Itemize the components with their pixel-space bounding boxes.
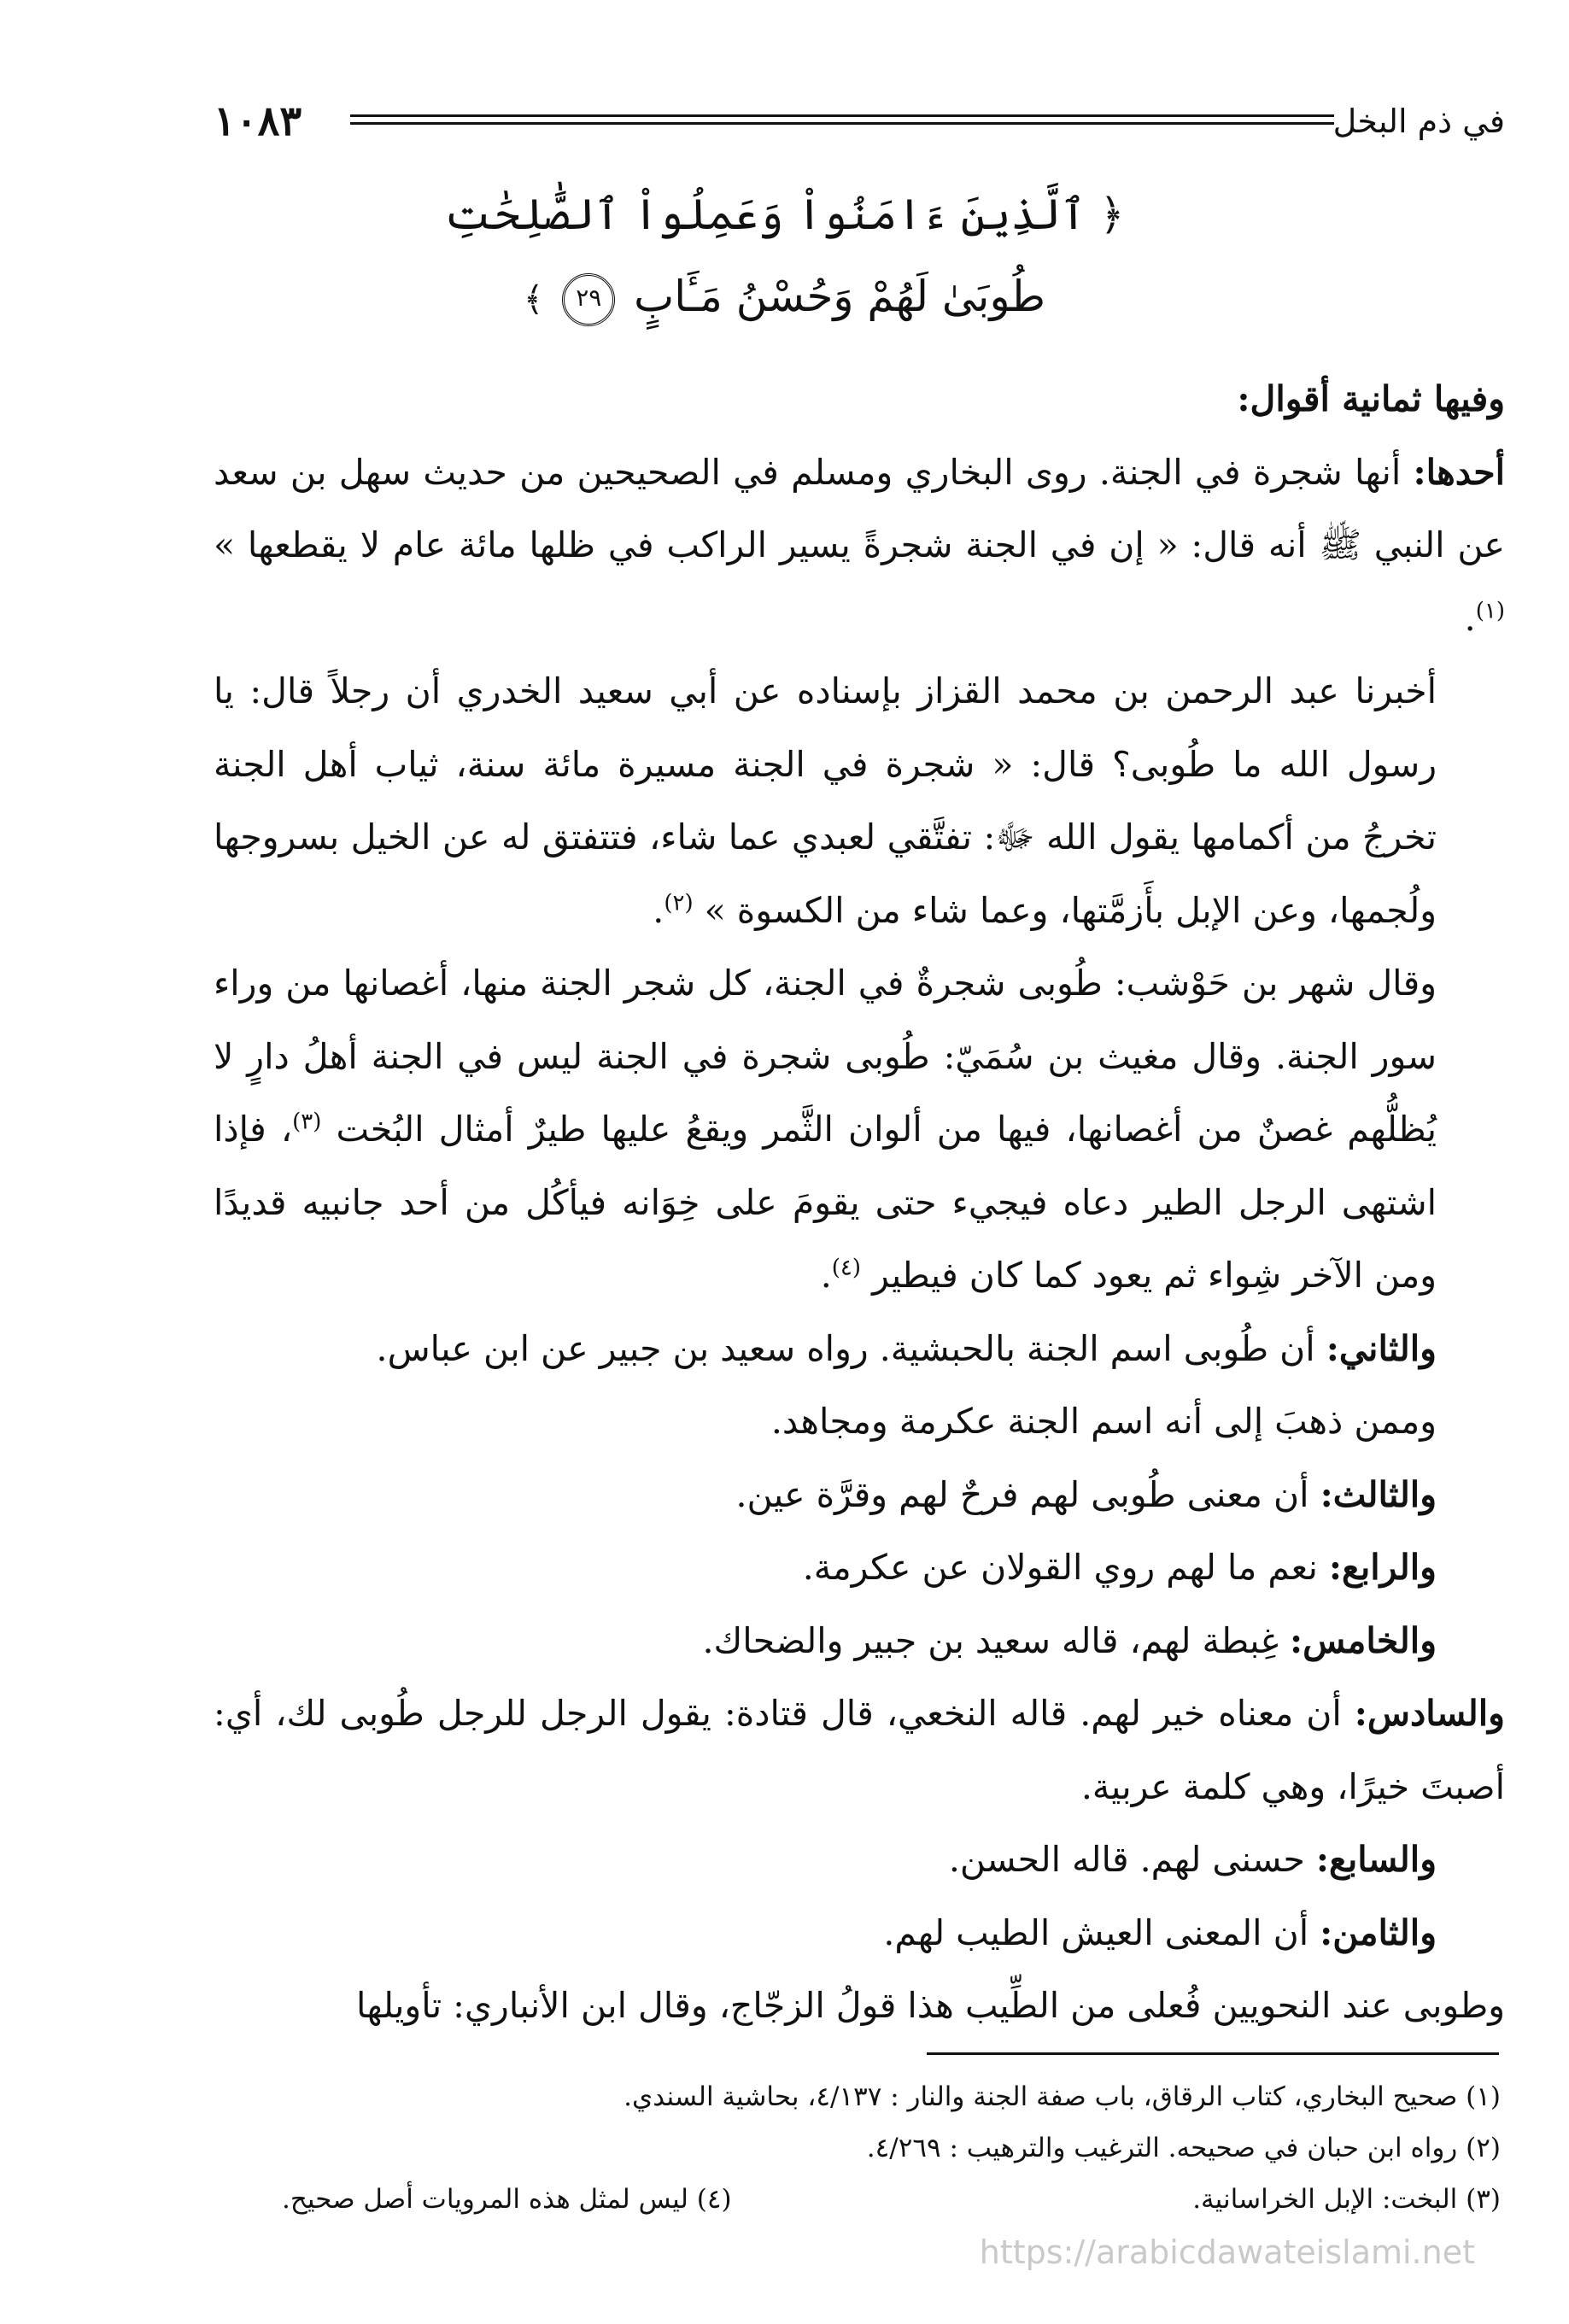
paragraph-second-opinion xyxy=(214,1313,1505,1386)
paragraph-text: غِبطة لهم، قاله سعيد بن جبير والضحاك. xyxy=(702,1619,1279,1661)
paragraph-fifth-opinion xyxy=(214,1605,1505,1678)
footnote-4: (٤) ليس لمثل هذه المرويات أصل صحيح. xyxy=(282,2184,732,2215)
opinion-label: والخامس: xyxy=(1289,1619,1437,1661)
paragraph-text: أنها شجرة في الجنة. روى البخاري ومسلم في الصحيحين من حديث سهل بن سعد عن النبي ﷺ أنه قال: « إن في الجنة شجرةً يسير الراكب في ظلها مائة عام لا يقطعها » xyxy=(214,451,1505,565)
opinion-label: والثاني: xyxy=(1326,1327,1437,1369)
paragraph-eighth-opinion xyxy=(214,1897,1505,1970)
paragraph-text: وقال شهر بن حَوْشب: طُوبى شجرةٌ في الجنة، كل شجر الجنة منها، أغصانها من وراء سور الجنة. وقال مغيث بن سُمَيّ: طُوبى شجرة في الجنة ليس في الجنة أهلُ دارٍ لا يُظلُّهم غصنٌ من أغصانها، فيها من ألوان الثَّمر ويقعُ عليها طيرٌ أمثال البُخت xyxy=(214,963,1437,1150)
header-rule-second xyxy=(350,122,1334,125)
paragraph-hadith-khudri: أخبرنا عبد الرحمن بن محمد القزاز بإسناده عن أبي سعيد الخدري أن رجلاً قال: يا رسول الله ما طُوبى؟ قال: « شجرة في الجنة مسيرة مائة سنة، ثياب أهل الجنة تخرجُ من أكمامها يقول الله ﷻ: تفتَّقي لعبدي عما شاء، فتتفتق له عن الخيل بسروجها ولُجمها، وعن الإبل بأَزمَّتها، وعما شاء من الكسوة » $^{(٢)}$. xyxy=(214,670,1437,931)
opinion-label: أحدها: xyxy=(1413,451,1505,493)
quran-verse-line-2 xyxy=(239,272,1330,326)
paragraph-shahr-mughith: وقال شهر بن حَوْشب: طُوبى شجرةٌ في الجنة، كل شجر الجنة منها، أغصانها من وراء سور الجنة. وقال مغيث بن سُمَيّ: طُوبى شجرة في الجنة ليس في الجنة أهلُ دارٍ لا يُظلُّهم غصنٌ من أغصانها، فيها من ألوان الثَّمر ويقعُ عليها طيرٌ أمثال البُخت $^{(٣)}$، فإذا اشتهى الرجل الطير دعاه فيجيء حتى يقومَ على خِوَانه فيأكُل من أحد جانبيه قديدًا ومن الآخر شِواء ثم يعود كما كان فيطير $^{(٤)}$. xyxy=(214,963,1437,1296)
page-header xyxy=(214,96,1505,147)
paragraph-text: حسنى لهم. قاله الحسن. xyxy=(948,1839,1305,1880)
paragraph-text: وطوبى عند النحويين فُعلى من الطِّيب هذا قولُ الزجّاج، وقال ابن الأنباري: تأويلها xyxy=(356,1985,1505,2026)
opinion-label: والثالث: xyxy=(1320,1473,1437,1515)
section-intro: وفيها ثمانية أقوال: xyxy=(1237,378,1505,419)
footnote-separator xyxy=(927,2052,1499,2055)
paragraph-text: نعم ما لهم روي القولان عن عكرمة. xyxy=(802,1547,1318,1588)
footnote-row-3-4 xyxy=(282,2174,1501,2225)
footnote-ref[interactable]: (٣) xyxy=(292,1109,322,1135)
footnote-1: (١) صحيح البخاري، كتاب الرقاق، باب صفة الجنة والنار : ٤/١٣٧، بحاشية السندي. xyxy=(624,2081,1501,2112)
chapter-title: في ذم البخل xyxy=(1332,102,1505,140)
opinion-label: والسادس: xyxy=(1354,1693,1505,1734)
footnotes xyxy=(282,2071,1501,2225)
verse-close-bracket: ﴾ xyxy=(523,280,544,319)
footnote-ref[interactable]: (٢) xyxy=(664,889,694,916)
footnote-2: (٢) رواه ابن حبان في صحيحه. الترغيب والترهيب : ٤/٢٦٩. xyxy=(866,2133,1501,2163)
paragraph-third-opinion xyxy=(214,1459,1505,1532)
paragraph-text: أن معنى طُوبى لهم فرحٌ لهم وقرَّة عين. xyxy=(735,1473,1309,1515)
opinion-label: والرابع: xyxy=(1328,1547,1437,1588)
source-watermark: https://arabicdawateislami.net xyxy=(979,2233,1475,2271)
paragraph-text: وممن ذهبَ إلى أنه اسم الجنة عكرمة ومجاهد. xyxy=(770,1401,1437,1442)
paragraph-fourth-opinion xyxy=(214,1531,1505,1605)
quran-verse-line-1 xyxy=(239,190,1330,239)
page-number: ١٠٨٣ xyxy=(214,97,302,145)
opinion-label: والسابع: xyxy=(1315,1839,1437,1880)
paragraph-grammarians xyxy=(214,1970,1505,2043)
footnote-ref[interactable]: (٤) xyxy=(831,1255,862,1281)
verse-text-2: طُوبَىٰ لَهُمْ وَحُسْنُ مَـَٔابٍ xyxy=(634,272,1046,321)
paragraph-text: أن معناه خير لهم. قاله النخعي، قال قتادة: يقول الرجل للرجل طُوبى لك، أي: أصبتَ خيرًا، وهي كلمة عربية. xyxy=(214,1693,1505,1807)
ayah-number-marker: ٢٩ xyxy=(562,273,615,326)
verse-text-1: ﴿ ٱلَّذِينَ ءَامَنُواْ وَعَمِلُواْ ٱلصَّٰلِحَٰتِ xyxy=(444,190,1125,239)
header-rule xyxy=(350,114,1334,117)
footnote-3: (٣) البخت: الإبل الخراسانية. xyxy=(1192,2184,1501,2215)
opinion-label: والثامن: xyxy=(1320,1911,1437,1953)
footnote-ref[interactable]: (١) xyxy=(1475,597,1505,623)
paragraph-text: أن المعنى العيش الطيب لهم. xyxy=(883,1911,1309,1953)
paragraph-seventh-opinion xyxy=(214,1823,1505,1897)
paragraph-sixth-opinion xyxy=(214,1677,1505,1823)
paragraph-first-opinion: أحدها: أنها شجرة في الجنة. روى البخاري ومسلم في الصحيحين من حديث سهل بن سعد عن النبي ﷺ أنه قال: « إن في الجنة شجرةً يسير الراكب في ظلها مائة عام لا يقطعها » $^{(١)}$. xyxy=(214,451,1505,639)
paragraph-text-cont: ، فإذا اشتهى الرجل الطير دعاه فيجيء حتى يقومَ على خِوَانه فيأكُل من أحد جانبيه قديدًا ومن الآخر شِواء ثم يعود كما كان فيطير xyxy=(214,1109,1437,1296)
paragraph-ikrima xyxy=(214,1385,1505,1459)
paragraph-text: أن طُوبى اسم الجنة بالحبشية. رواه سعيد بن جبير عن ابن عباس. xyxy=(376,1327,1315,1369)
main-text xyxy=(214,363,1505,2043)
paragraph-text: أخبرنا عبد الرحمن بن محمد القزاز بإسناده عن أبي سعيد الخدري أن رجلاً قال: يا رسول الله ما طُوبى؟ قال: « شجرة في الجنة مسيرة مائة سنة، ثياب أهل الجنة تخرجُ من أكمامها يقول الله ﷻ: تفتَّقي لعبدي عما شاء، فتتفتق له عن الخيل بسروجها ولُجمها، وعن الإبل بأَزمَّتها، وعما شاء من الكسوة » xyxy=(214,670,1437,931)
